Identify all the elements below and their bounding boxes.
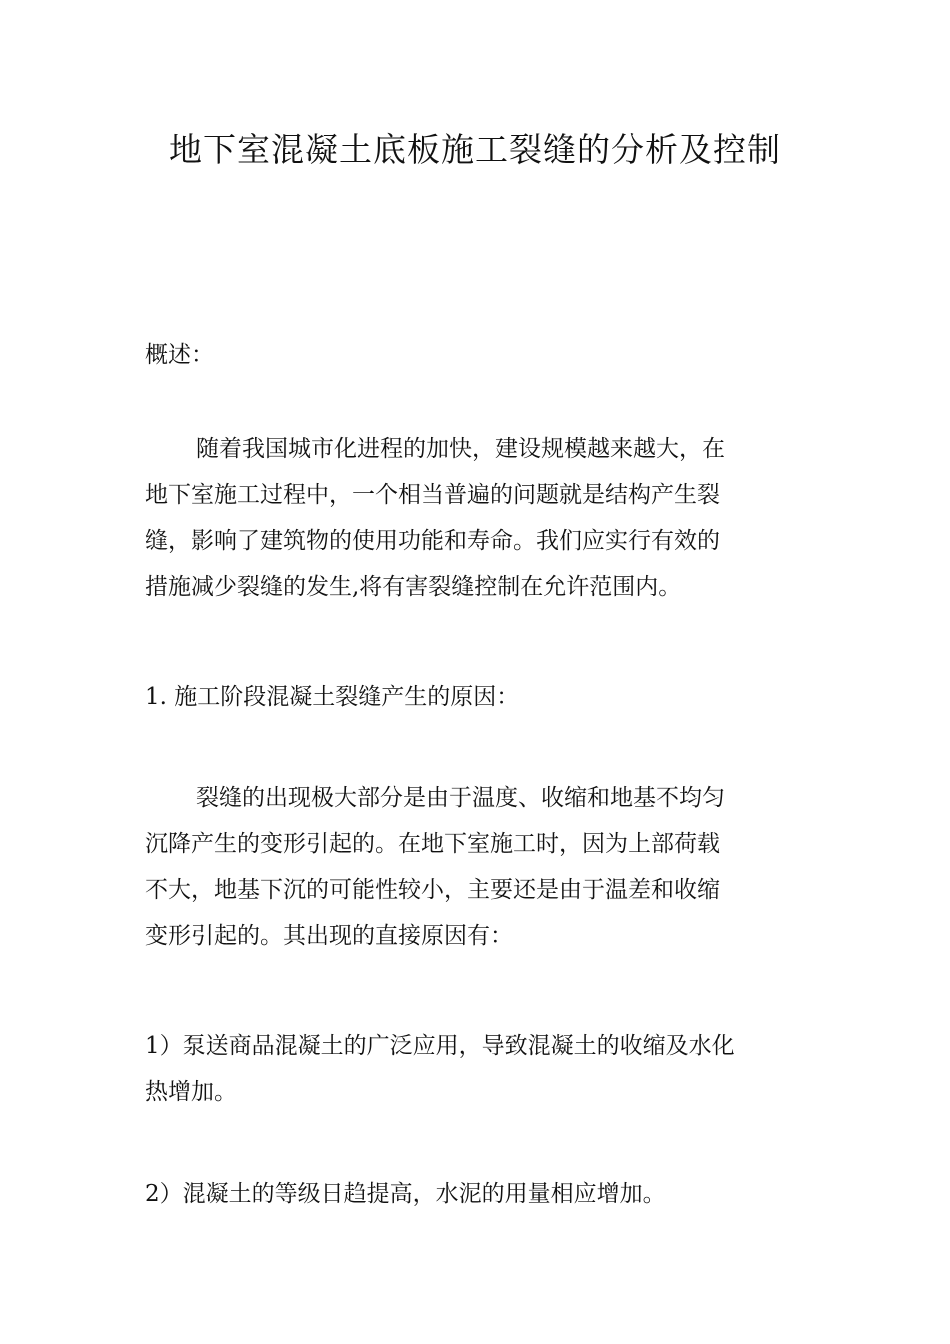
- overview-line: 缝，影响了建筑物的使用功能和寿命。我们应实行有效的: [145, 528, 720, 554]
- section-1-heading: 1. 施工阶段混凝土裂缝产生的原因：: [145, 684, 520, 710]
- overview-heading: 概述：: [145, 342, 214, 368]
- section-1-line: 不大，地基下沉的可能性较小，主要还是由于温差和收缩: [145, 877, 720, 903]
- document-title: 地下室混凝土底板施工裂缝的分析及控制: [169, 130, 781, 169]
- list-item-1-line: 1）泵送商品混凝土的广泛应用，导致混凝土的收缩及水化: [145, 1033, 735, 1059]
- overview-line: 地下室施工过程中，一个相当普遍的问题就是结构产生裂: [145, 482, 720, 508]
- section-1-paragraph: [145, 775, 807, 959]
- section-1-line: 裂缝的出现极大部分是由于温度、收缩和地基不均匀: [196, 785, 725, 811]
- section-1-line: 沉降产生的变形引起的。在地下室施工时，因为上部荷载: [145, 831, 720, 857]
- overview-line: 措施减少裂缝的发生,将有害裂缝控制在允许范围内。: [145, 574, 682, 600]
- overview-paragraph: [145, 426, 807, 610]
- section-1-line: 变形引起的。其出现的直接原因有：: [145, 923, 513, 949]
- list-item-1-line: 热增加。: [145, 1079, 237, 1105]
- overview-line: 随着我国城市化进程的加快，建设规模越来越大，在: [196, 436, 725, 462]
- list-item-2: 2）混凝土的等级日趋提高，水泥的用量相应增加。: [145, 1181, 666, 1207]
- list-item-1: [145, 1023, 807, 1115]
